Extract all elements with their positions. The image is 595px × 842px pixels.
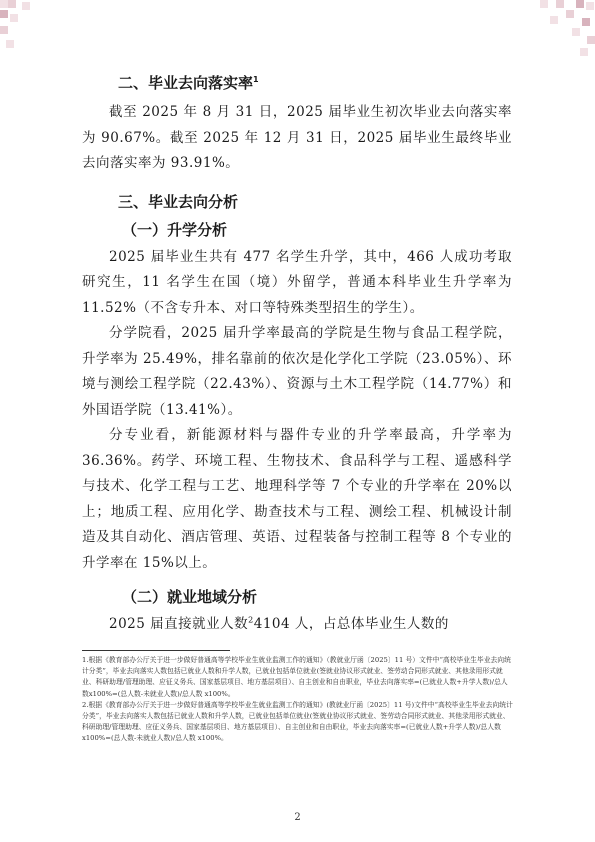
subsection-heading-further-study: （一）升学分析: [122, 220, 228, 239]
subsection-heading-employment-region: （二）就业地域分析: [122, 588, 258, 606]
section-heading-3: 三、毕业去向分析: [118, 192, 239, 211]
page-body: [82, 72, 512, 638]
footnote-ref-1[interactable]: 1: [253, 75, 259, 84]
paragraph-further-study-by-major: 分专业看，新能源材料与器件专业的升学率最高，升学率为 36.36%。药学、环境工程、生物技术、食品科学与工程、遥感科学与技术、化学工程与工艺、地理科学等 7 个专业的升学率在 20%以上；地质工程、应用化学、勘查技术与工程、测绘工程、机械设计制造及其自动化、酒店管理、英语、过程装备与控制工程等 8 个专业的升学率在 15%以上。: [82, 427, 512, 571]
footnote-ref-2[interactable]: 2: [248, 615, 254, 625]
footnote-1: 1.根据《教育部办公厅关于进一步做好普通高等学校毕业生就业监测工作的通知》（教就业厅函〔2025〕11 号）文件中“高校毕业生毕业去向统计分类”，毕业去向落实人数包括已就业人数和升学人数，已就业包括单位就业(签就业协议形式就业、签劳动合同形式就业、其他录用形式就业、科研助理/管理助理、应征义务兵、国家基层项目、地方基层项目）、自主创业和自由职业，毕业去向落实率=(已就业人数+升学人数)/总人数x100%=(总人数-未就业人数)/总人数 x100%。: [82, 656, 511, 698]
footnote-divider: [82, 650, 230, 651]
footnote-2: 2.根据《教育部办公厅关于进一步做好普通高等学校毕业生就业监测工作的通知》(教就业厅函〔2025〕11 号)文件中“高校毕业生毕业去向统计分类”，毕业去向落实人数包括已就业人数和升学人数，已就业包括单位就业(签就业协议形式就业、签劳动合同形式就业、其他录用形式就业、科研助理/管理助理、应征义务兵、国家基层项目、地方基层项目）、自主创业和自由职业，毕业去向落实率=(已就业人数+升学人数)/总人数x100%=(总人数-未就业人数)/总人数 x100%。: [82, 700, 513, 743]
page-number: 2: [294, 812, 301, 823]
footnotes: [82, 655, 514, 745]
paragraph-further-study-overview: 2025 届毕业生共有 477 名学生升学，其中，466 人成功考取研究生，11 名学生在国（境）外留学，普通本科毕业生升学率为 11.52%（不含专升本、对口等特殊类型招生的学生）。: [82, 248, 512, 316]
paragraph-placement-rate: 截至 2025 年 8 月 31 日，2025 届毕业生初次毕业去向落实率为 90.67%。截至 2025 年 12 月 31 日，2025 届毕业生最终毕业去向落实率为 93.91%。: [82, 104, 512, 171]
paragraph-further-study-by-college: 分学院看，2025 届升学率最高的学院是生物与食品工程学院，升学率为 25.49%，排名靠前的依次是化学化工学院（23.05%）、环境与测绘工程学院（22.43%）、资源与土木工程学院（14.77%）和外国语学院（13.41%）。: [82, 325, 512, 418]
paragraph-employment-region: 2025 届直接就业人数$^2$4104 人，占总体毕业生人数的: [109, 615, 449, 632]
section-heading-2: 二、毕业去向落实率$^1$: [118, 74, 259, 92]
